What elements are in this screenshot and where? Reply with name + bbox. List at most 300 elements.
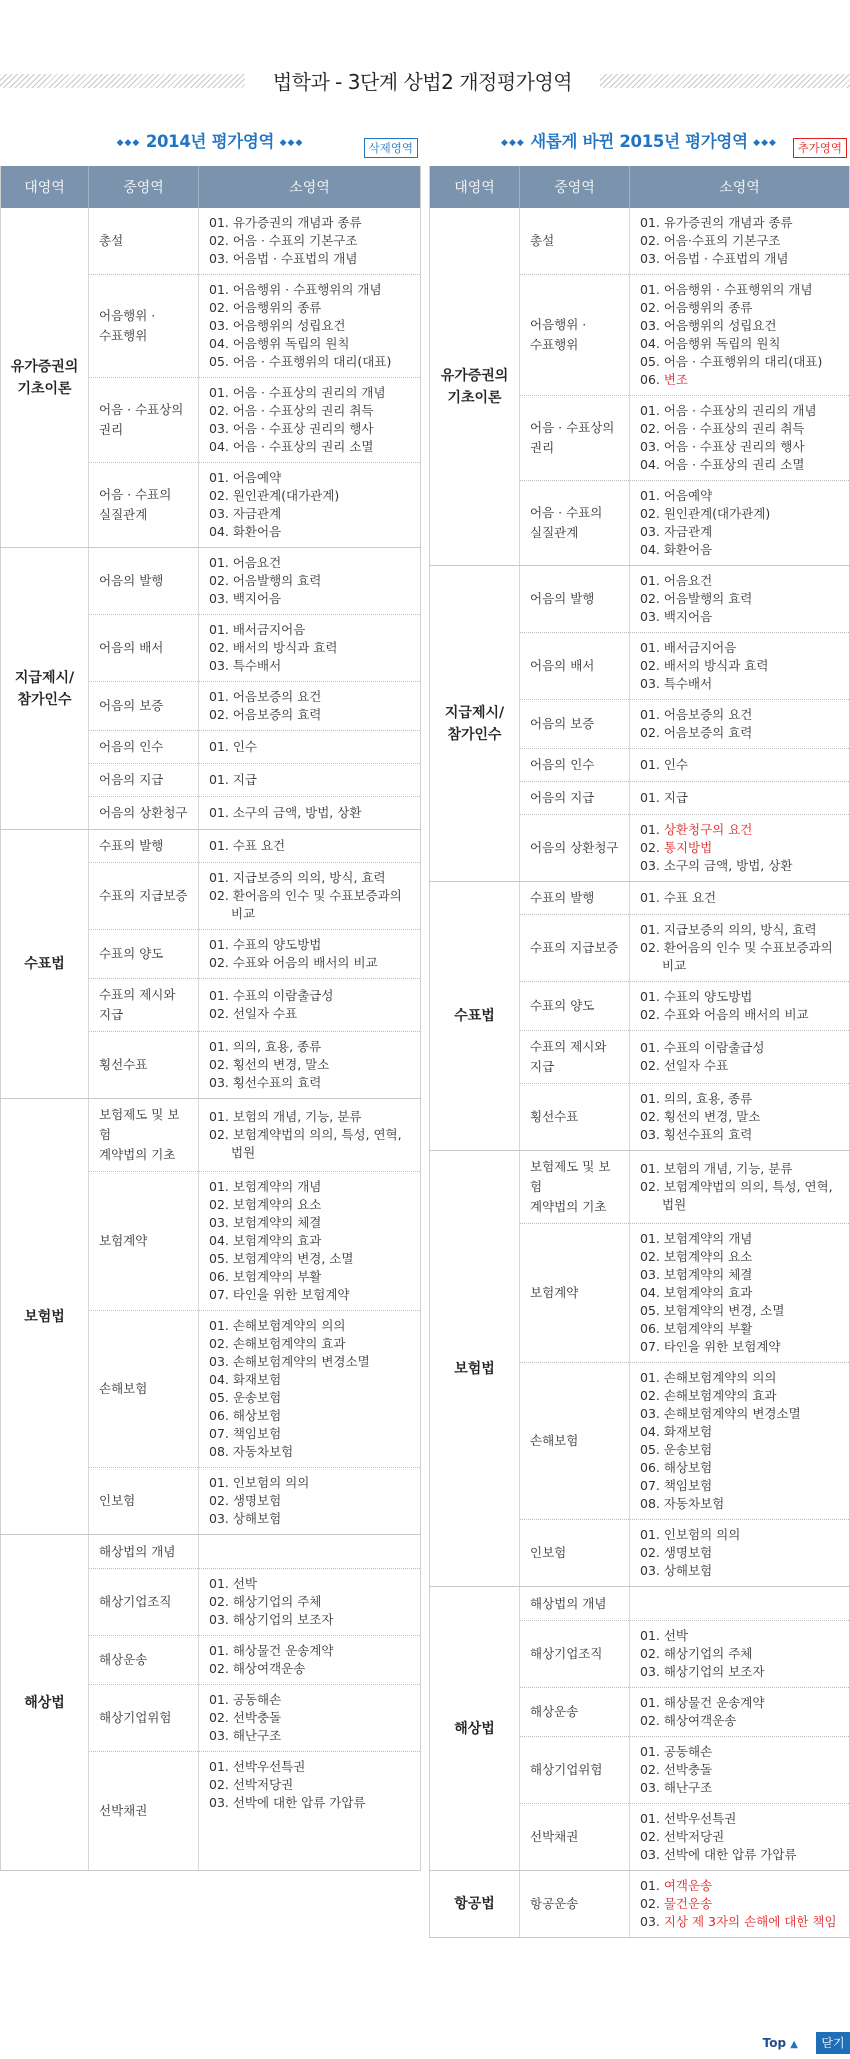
sub-area-cell (199, 979, 421, 1032)
sub-item: 03. 손해보험계약의 변경소멸 (209, 1354, 370, 1369)
table-row (1, 830, 421, 863)
sub-item: 02. 생명보험 (209, 1493, 282, 1508)
sub-item: 01. 공동해손 (640, 1744, 713, 1759)
sub-item: 02. 수표와 어음의 배서의 비교 (640, 1007, 809, 1022)
sub-item: 01. 소구의 금액, 방법, 상환 (209, 805, 362, 820)
sub-item-number: 06. (640, 372, 664, 387)
sub-item: 03. 어음 · 수표상 권리의 행사 (640, 439, 805, 454)
mid-area-cell: 어음의 상환청구 (520, 815, 630, 882)
sub-area-cell (199, 1311, 421, 1468)
sub-item: 02. 배서의 방식과 효력 (640, 658, 769, 673)
mid-area-cell: 어음 · 수표의 실질관계 (89, 463, 199, 548)
sub-item: 02. 수표와 어음의 배서의 비교 (209, 955, 378, 970)
sub-item: 01. 인수 (209, 739, 258, 754)
sub-item: 01. 지급보증의 의의, 방식, 효력 (640, 922, 817, 937)
sub-item: 05. 어음 · 수표행위의 대리(대표) (640, 354, 823, 369)
sub-item: 01. 인보험의 의의 (640, 1527, 741, 1542)
sub-area-cell (199, 731, 421, 764)
sub-area-cell (630, 782, 850, 815)
mid-area-cell: 수표의 발행 (89, 830, 199, 863)
sub-item: 02. 보험계약법의 의의, 특성, 연혁, 법원 (209, 1127, 402, 1160)
sub-item: 02. 손해보험계약의 효과 (209, 1336, 346, 1351)
table-header-row (430, 166, 850, 208)
sub-item: 02. 어음행위의 종류 (209, 300, 322, 315)
sub-item: 04. 어음 · 수표상의 권리 소멸 (209, 439, 374, 454)
sub-area-cell (630, 566, 850, 633)
sub-item: 02. 생명보험 (640, 1545, 713, 1560)
header-main-area: 대영역 (430, 166, 520, 208)
mid-area-cell: 횡선수표 (520, 1084, 630, 1151)
sub-item: 01. 선박우선특권 (209, 1759, 306, 1774)
sub-item: 01. 인수 (640, 757, 689, 772)
sub-item: 01. 선박 (640, 1628, 689, 1643)
mid-area-cell: 수표의 지급보증 (89, 863, 199, 930)
right-column (429, 124, 849, 1938)
sub-area-cell (630, 1224, 850, 1363)
sub-item: 02. 어음보증의 효력 (640, 725, 753, 740)
sub-item: 02. 어음행위의 종류 (640, 300, 753, 315)
sub-area-cell (199, 682, 421, 731)
mid-area-cell: 어음 · 수표의 실질관계 (520, 481, 630, 566)
sub-item: 01. 어음요건 (209, 555, 282, 570)
sub-area-cell (199, 930, 421, 979)
sub-item-number: 02. (640, 840, 664, 855)
left-column (0, 124, 420, 1871)
sub-area-cell (199, 1685, 421, 1752)
sub-item: 03. 어음 · 수표상 권리의 행사 (209, 421, 374, 436)
mid-area-cell: 횡선수표 (89, 1032, 199, 1099)
sub-item: 01. 유가증권의 개념과 종류 (209, 215, 362, 230)
sub-area-cell (199, 1752, 421, 1871)
sub-item: 03. 손해보험계약의 변경소멸 (640, 1406, 801, 1421)
sub-area-cell (630, 700, 850, 749)
sub-item: 02. 횡선의 변경, 말소 (640, 1109, 761, 1124)
sub-area-cell (199, 1032, 421, 1099)
sub-area-cell (630, 1871, 850, 1938)
main-area-cell: 해상법 (430, 1587, 520, 1871)
sub-item-number: 01. (640, 822, 664, 837)
sub-item: 02. 어음발행의 효력 (640, 591, 753, 606)
main-area-cell: 수표법 (430, 882, 520, 1151)
sub-item: 02. 원인관계(대가관계) (209, 488, 340, 503)
mid-area-cell: 해상운송 (89, 1636, 199, 1685)
sub-item: 02. 선박저당권 (640, 1829, 725, 1844)
sub-item: 01. 수표의 양도방법 (209, 937, 322, 952)
sub-item: 03. 자금관계 (640, 524, 713, 539)
page-title: 법학과 - 3단계 상법2 개정평가영역 (272, 70, 573, 94)
mid-area-cell: 항공운송 (520, 1871, 630, 1938)
sub-item: 01. 배서금지어음 (640, 640, 737, 655)
sub-area-cell (630, 749, 850, 782)
main-area-cell: 지급제시/ 참가인수 (1, 548, 89, 830)
sub-item: 03. 상해보험 (209, 1511, 282, 1526)
sub-item: 01. 어음예약 (209, 470, 282, 485)
sub-item: 03. 선박에 대한 압류 가압류 (640, 1847, 797, 1862)
changed-text: 상환청구의 요건 (663, 822, 753, 837)
sub-item: 04. 보험계약의 효과 (640, 1285, 753, 1300)
sub-item: 02. 환어음의 인수 및 수표보증과의 비교 (209, 888, 402, 921)
added-area-badge: 추가영역 (793, 138, 847, 158)
right-column-title (429, 128, 849, 152)
sub-item: 01. 수표의 이람출급성 (640, 1040, 765, 1055)
right-column-header (429, 124, 849, 166)
sub-area-cell (199, 830, 421, 863)
sub-area-cell (630, 275, 850, 396)
top-link-label: Top (762, 2036, 787, 2050)
mid-area-cell: 보험계약 (520, 1224, 630, 1363)
mid-area-cell: 어음의 지급 (89, 764, 199, 797)
sub-area-cell (630, 1587, 850, 1621)
sub-item: 02. 선박저당권 (209, 1777, 294, 1792)
sub-item: 01. 어음행위 · 수표행위의 개념 (640, 282, 813, 297)
sub-item: 01. 의의, 효용, 종류 (209, 1039, 322, 1054)
sub-area-cell (630, 915, 850, 982)
sub-area-cell (630, 1031, 850, 1084)
sub-item-number: 03. (640, 1914, 664, 1929)
sub-item: 01. 수표 요건 (209, 838, 286, 853)
mid-area-cell: 인보험 (520, 1520, 630, 1587)
close-button[interactable]: 닫기 (816, 2032, 850, 2054)
sub-item: 02. 해상여객운송 (209, 1661, 306, 1676)
changed-text: 통지방법 (663, 840, 713, 855)
header-main-area: 대영역 (1, 166, 89, 208)
mid-area-cell: 해상법의 개념 (89, 1535, 199, 1569)
sub-item: 01. 의의, 효용, 종류 (640, 1091, 753, 1106)
sub-item: 02. 보험계약의 요소 (209, 1197, 322, 1212)
mid-area-cell: 수표의 발행 (520, 882, 630, 915)
table-row (430, 1871, 850, 1938)
sub-item: 01. 유가증권의 개념과 종류 (640, 215, 793, 230)
sub-item: 04. 보험계약의 효과 (209, 1233, 322, 1248)
changed-text: 지상 제 3자의 손해에 대한 책임 (663, 1914, 837, 1929)
mid-area-cell: 총설 (89, 208, 199, 275)
mid-area-cell: 보험제도 및 보험 계약법의 기초 (520, 1151, 630, 1224)
mid-area-cell: 보험제도 및 보험 계약법의 기초 (89, 1099, 199, 1172)
sub-item: 02. 어음발행의 효력 (209, 573, 322, 588)
sub-item (640, 1895, 839, 1913)
top-link[interactable] (763, 2036, 798, 2050)
changed-text: 물건운송 (663, 1896, 713, 1911)
sub-item: 01. 어음행위 · 수표행위의 개념 (209, 282, 382, 297)
mid-area-cell: 해상기업위험 (520, 1737, 630, 1804)
table-row (1, 208, 421, 275)
mid-area-cell: 해상기업조직 (520, 1621, 630, 1688)
sub-item: 02. 원인관계(대가관계) (640, 506, 771, 521)
mid-area-cell: 수표의 제시와 지급 (520, 1031, 630, 1084)
mid-area-cell: 해상법의 개념 (520, 1587, 630, 1621)
footer (0, 2027, 850, 2059)
sub-item: 01. 수표의 이람출급성 (209, 988, 334, 1003)
sub-item: 07. 책임보험 (640, 1478, 713, 1493)
mid-area-cell: 총설 (520, 208, 630, 275)
header-mid-area: 중영역 (89, 166, 199, 208)
table-row (430, 1587, 850, 1621)
sub-item: 04. 화환어음 (640, 542, 713, 557)
sub-item-number: 02. (640, 1896, 664, 1911)
sub-item: 06. 해상보험 (209, 1408, 282, 1423)
sub-item: 02. 배서의 방식과 효력 (209, 640, 338, 655)
sub-item: 01. 어음 · 수표상의 권리의 개념 (209, 385, 386, 400)
sub-item: 08. 자동차보험 (640, 1496, 725, 1511)
mid-area-cell: 어음의 보증 (520, 700, 630, 749)
mid-area-cell: 해상기업위험 (89, 1685, 199, 1752)
sub-item (640, 371, 839, 389)
table-row (430, 566, 850, 633)
main-area-cell: 유가증권의 기초이론 (1, 208, 89, 548)
sub-item: 04. 어음행위 독립의 원칙 (640, 336, 781, 351)
mid-area-cell: 수표의 제시와 지급 (89, 979, 199, 1032)
mid-area-cell: 어음의 배서 (520, 633, 630, 700)
main-area-cell: 지급제시/ 참가인수 (430, 566, 520, 882)
sub-item: 03. 소구의 금액, 방법, 상환 (640, 858, 793, 873)
sub-area-cell (630, 396, 850, 481)
sub-item: 03. 해상기업의 보조자 (209, 1612, 334, 1627)
sub-item: 03. 선박에 대한 압류 가압류 (209, 1795, 366, 1810)
sub-item: 01. 배서금지어음 (209, 622, 306, 637)
left-title-text: 2014년 평가영역 (145, 132, 275, 151)
sub-item: 05. 어음 · 수표행위의 대리(대표) (209, 354, 392, 369)
sub-item: 02. 해상기업의 주체 (209, 1594, 322, 1609)
sub-item: 01. 보험의 개념, 기능, 분류 (209, 1109, 362, 1124)
sub-item: 02. 어음·수표의 기본구조 (640, 233, 781, 248)
sub-item: 01. 지급 (640, 790, 689, 805)
sub-item: 03. 어음행위의 성립요건 (640, 318, 777, 333)
sub-item: 06. 해상보험 (640, 1460, 713, 1475)
mid-area-cell: 보험계약 (89, 1172, 199, 1311)
sub-area-cell (630, 1151, 850, 1224)
mid-area-cell: 어음의 발행 (520, 566, 630, 633)
mid-area-cell: 어음행위 · 수표행위 (520, 275, 630, 396)
sub-item: 02. 선박충돌 (640, 1762, 713, 1777)
sub-item: 03. 자금관계 (209, 506, 282, 521)
up-arrow-icon: ▲ (790, 2039, 798, 2050)
sub-item: 02. 선박충돌 (209, 1710, 282, 1725)
deleted-area-badge: 삭제영역 (364, 138, 418, 158)
title-bar (0, 62, 850, 104)
main-area-cell: 수표법 (1, 830, 89, 1099)
mid-area-cell: 해상운송 (520, 1688, 630, 1737)
sub-area-cell (199, 1569, 421, 1636)
mid-area-cell: 어음의 상환청구 (89, 797, 199, 830)
sub-item: 02. 횡선의 변경, 말소 (209, 1057, 330, 1072)
sub-item: 02. 선일자 수표 (640, 1058, 729, 1073)
sub-area-cell (630, 882, 850, 915)
sub-item: 04. 화재보험 (640, 1424, 713, 1439)
sub-item: 01. 어음보증의 요건 (640, 707, 753, 722)
sub-item: 05. 보험계약의 변경, 소멸 (640, 1303, 785, 1318)
changed-text: 변조 (663, 372, 689, 387)
sub-area-cell (630, 1084, 850, 1151)
left-table (0, 166, 421, 1871)
sub-area-cell (630, 982, 850, 1031)
sub-item: 04. 화재보험 (209, 1372, 282, 1387)
mid-area-cell: 어음의 인수 (89, 731, 199, 764)
sub-item (640, 821, 839, 839)
sub-item: 03. 특수배서 (209, 658, 282, 673)
sub-item: 01. 선박 (209, 1576, 258, 1591)
sub-item: 01. 보험계약의 개념 (640, 1231, 753, 1246)
table-row (1, 1099, 421, 1172)
diamond-icon: ◆◆◆ (116, 138, 141, 148)
sub-item: 07. 타인을 위한 보험계약 (209, 1287, 350, 1302)
title-hatch-right (600, 74, 850, 88)
sub-area-cell (199, 764, 421, 797)
table-row (1, 1535, 421, 1569)
mid-area-cell: 손해보험 (520, 1363, 630, 1520)
sub-item: 02. 해상여객운송 (640, 1713, 737, 1728)
sub-item (640, 839, 839, 857)
sub-item: 05. 운송보험 (209, 1390, 282, 1405)
sub-area-cell (630, 1737, 850, 1804)
main-area-cell: 해상법 (1, 1535, 89, 1871)
sub-item: 01. 어음요건 (640, 573, 713, 588)
sub-item: 04. 어음 · 수표상의 권리 소멸 (640, 457, 805, 472)
sub-item: 01. 해상물건 운송계약 (640, 1695, 765, 1710)
mid-area-cell: 어음 · 수표상의 권리 (520, 396, 630, 481)
sub-item: 02. 환어음의 인수 및 수표보증과의 비교 (640, 940, 833, 973)
sub-item: 03. 어음행위의 성립요건 (209, 318, 346, 333)
sub-item: 03. 어음법 · 수표법의 개념 (209, 251, 358, 266)
sub-area-cell (199, 1468, 421, 1535)
sub-area-cell (199, 1636, 421, 1685)
sub-area-cell (630, 1520, 850, 1587)
sub-item: 02. 보험계약법의 의의, 특성, 연혁, 법원 (640, 1179, 833, 1212)
mid-area-cell: 수표의 양도 (89, 930, 199, 979)
sub-item: 01. 지급보증의 의의, 방식, 효력 (209, 870, 386, 885)
right-title-text: 새롭게 바뀐 2015년 평가영역 (530, 132, 748, 151)
mid-area-cell: 선박채권 (89, 1752, 199, 1871)
sub-item: 02. 보험계약의 요소 (640, 1249, 753, 1264)
sub-item: 06. 보험계약의 부활 (209, 1269, 322, 1284)
sub-area-cell (630, 1688, 850, 1737)
sub-area-cell (199, 378, 421, 463)
sub-item: 03. 해상기업의 보조자 (640, 1664, 765, 1679)
sub-item: 01. 보험계약의 개념 (209, 1179, 322, 1194)
sub-item: 04. 화환어음 (209, 524, 282, 539)
sub-item: 06. 보험계약의 부활 (640, 1321, 753, 1336)
title-hatch-left (0, 74, 245, 88)
table-row (430, 882, 850, 915)
diamond-icon: ◆◆◆ (279, 138, 304, 148)
mid-area-cell: 어음의 배서 (89, 615, 199, 682)
main-area-cell: 보험법 (1, 1099, 89, 1535)
right-table (429, 166, 850, 1938)
sub-item: 05. 보험계약의 변경, 소멸 (209, 1251, 354, 1266)
sub-item: 07. 책임보험 (209, 1426, 282, 1441)
sub-item-number: 01. (640, 1878, 664, 1893)
changed-text: 여객운송 (663, 1878, 713, 1893)
diamond-icon: ◆◆◆ (753, 138, 777, 148)
table-row (430, 1151, 850, 1224)
mid-area-cell: 수표의 양도 (520, 982, 630, 1031)
main-area-cell: 항공법 (430, 1871, 520, 1938)
sub-item: 03. 보험계약의 체결 (209, 1215, 322, 1230)
sub-area-cell (630, 815, 850, 882)
table-header-row (1, 166, 421, 208)
sub-area-cell (199, 1172, 421, 1311)
sub-area-cell (199, 548, 421, 615)
table-row (1, 548, 421, 615)
sub-item: 03. 상해보험 (640, 1563, 713, 1578)
sub-item: 02. 어음 · 수표상의 권리 취득 (640, 421, 805, 436)
sub-item: 01. 선박우선특권 (640, 1811, 737, 1826)
sub-item: 03. 어음법 · 수표법의 개념 (640, 251, 789, 266)
sub-item: 05. 운송보험 (640, 1442, 713, 1457)
main-area-cell: 보험법 (430, 1151, 520, 1587)
sub-item: 01. 손해보험계약의 의의 (209, 1318, 346, 1333)
table-row (430, 208, 850, 275)
mid-area-cell: 어음의 발행 (89, 548, 199, 615)
mid-area-cell: 어음의 보증 (89, 682, 199, 731)
sub-item: 01. 손해보험계약의 의의 (640, 1370, 777, 1385)
sub-item: 03. 횡선수표의 효력 (640, 1127, 753, 1142)
sub-item: 02. 어음 · 수표의 기본구조 (209, 233, 358, 248)
sub-item (640, 1877, 839, 1895)
sub-area-cell (199, 863, 421, 930)
sub-item: 03. 해난구조 (209, 1728, 282, 1743)
sub-item: 01. 인보험의 의의 (209, 1475, 310, 1490)
sub-item: 02. 어음 · 수표상의 권리 취득 (209, 403, 374, 418)
sub-item: 04. 어음행위 독립의 원칙 (209, 336, 350, 351)
mid-area-cell: 손해보험 (89, 1311, 199, 1468)
mid-area-cell: 어음의 인수 (520, 749, 630, 782)
main-area-cell: 유가증권의 기초이론 (430, 208, 520, 566)
mid-area-cell: 어음의 지급 (520, 782, 630, 815)
sub-item: 01. 어음보증의 요건 (209, 689, 322, 704)
sub-item: 01. 어음 · 수표상의 권리의 개념 (640, 403, 817, 418)
sub-item: 03. 특수배서 (640, 676, 713, 691)
sub-item: 03. 해난구조 (640, 1780, 713, 1795)
sub-area-cell (199, 615, 421, 682)
sub-item: 02. 선일자 수표 (209, 1006, 298, 1021)
sub-area-cell (630, 481, 850, 566)
mid-area-cell: 해상기업조직 (89, 1569, 199, 1636)
sub-item: 01. 공동해손 (209, 1692, 282, 1707)
sub-item (640, 1913, 839, 1931)
left-column-header (0, 124, 420, 166)
mid-area-cell: 인보험 (89, 1468, 199, 1535)
sub-area-cell (199, 1535, 421, 1569)
header-sub-area: 소영역 (630, 166, 850, 208)
sub-area-cell (199, 797, 421, 830)
sub-item: 03. 백지어음 (209, 591, 282, 606)
mid-area-cell: 어음 · 수표상의 권리 (89, 378, 199, 463)
sub-area-cell (630, 208, 850, 275)
mid-area-cell: 선박채권 (520, 1804, 630, 1871)
mid-area-cell: 수표의 지급보증 (520, 915, 630, 982)
sub-item: 03. 백지어음 (640, 609, 713, 624)
sub-item: 01. 지급 (209, 772, 258, 787)
sub-item: 01. 보험의 개념, 기능, 분류 (640, 1161, 793, 1176)
sub-area-cell (199, 1099, 421, 1172)
sub-item: 01. 해상물건 운송계약 (209, 1643, 334, 1658)
sub-item: 02. 해상기업의 주체 (640, 1646, 753, 1661)
mid-area-cell: 어음행위 · 수표행위 (89, 275, 199, 378)
sub-area-cell (630, 1621, 850, 1688)
sub-item: 01. 어음예약 (640, 488, 713, 503)
sub-item: 02. 손해보험계약의 효과 (640, 1388, 777, 1403)
sub-area-cell (199, 275, 421, 378)
sub-item: 08. 자동차보험 (209, 1444, 294, 1459)
sub-item: 02. 어음보증의 효력 (209, 707, 322, 722)
sub-item: 01. 수표 요건 (640, 890, 717, 905)
sub-item: 07. 타인을 위한 보험계약 (640, 1339, 781, 1354)
sub-area-cell (630, 633, 850, 700)
left-column-title (0, 128, 420, 152)
header-mid-area: 중영역 (520, 166, 630, 208)
sub-item: 03. 횡선수표의 효력 (209, 1075, 322, 1090)
header-sub-area: 소영역 (199, 166, 421, 208)
